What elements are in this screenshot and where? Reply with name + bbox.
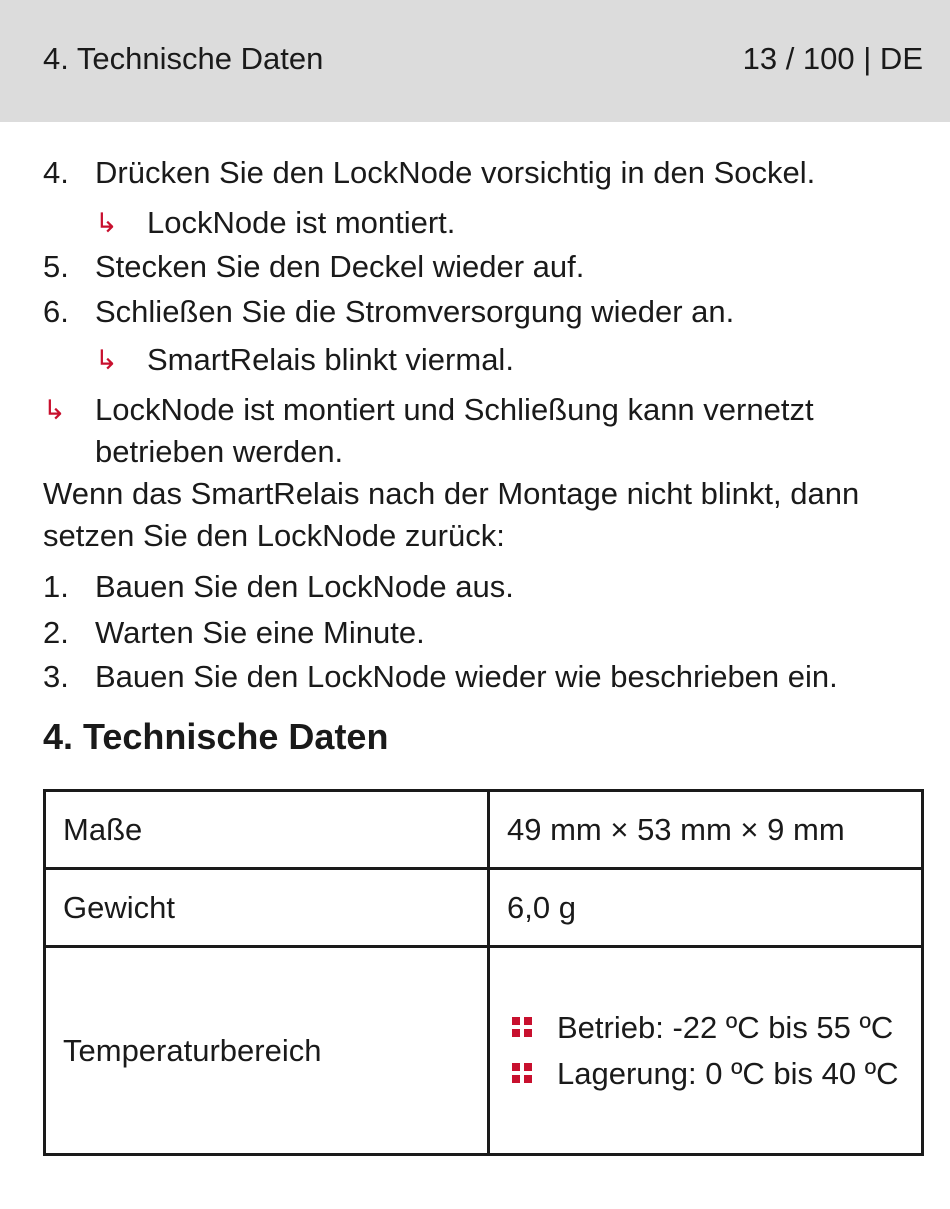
step-text: Schließen Sie die Stromversorgung wieder an. bbox=[95, 294, 735, 329]
table-row bbox=[45, 947, 923, 1155]
result-arrow-icon: ↳ bbox=[95, 208, 118, 238]
step-number: 2. bbox=[43, 615, 69, 650]
step-text: Bauen Sie den LockNode wieder wie beschrieben ein. bbox=[95, 659, 838, 694]
page-header bbox=[0, 0, 950, 122]
step-number: 5. bbox=[43, 249, 69, 284]
table-row bbox=[45, 791, 923, 869]
result-text: LockNode ist montiert. bbox=[147, 205, 456, 240]
step-text: Bauen Sie den LockNode aus. bbox=[95, 569, 514, 604]
step-number: 6. bbox=[43, 294, 69, 329]
spec-table bbox=[43, 789, 924, 1156]
result-text: SmartRelais blinkt viermal. bbox=[147, 342, 514, 377]
step-text: Stecken Sie den Deckel wieder auf. bbox=[95, 249, 585, 284]
bullet-item bbox=[507, 1008, 904, 1048]
table-row bbox=[45, 869, 923, 947]
step-number: 4. bbox=[43, 155, 69, 190]
header-title: 4. Technische Daten bbox=[43, 41, 324, 76]
spec-value: 6,0 g bbox=[489, 869, 923, 947]
bullet-text: Lagerung: 0 ºC bis 40 ºC bbox=[557, 1055, 899, 1091]
reset-intro: Wenn das SmartRelais nach der Montage nicht blinkt, dann setzen Sie den LockNode zurück: bbox=[43, 476, 860, 553]
spec-value: 49 mm × 53 mm × 9 mm bbox=[489, 791, 923, 869]
page-number: 13 / 100 | DE bbox=[742, 41, 923, 76]
spec-label: Gewicht bbox=[45, 869, 489, 947]
step-text: Warten Sie eine Minute. bbox=[95, 615, 425, 650]
spec-label: Temperaturbereich bbox=[45, 947, 489, 1155]
result-arrow-icon: ↳ bbox=[43, 395, 66, 425]
step-number: 1. bbox=[43, 569, 69, 604]
result-arrow-icon: ↳ bbox=[95, 345, 118, 375]
step-number: 3. bbox=[43, 659, 69, 694]
spec-label: Maße bbox=[45, 791, 489, 869]
bullet-icon bbox=[512, 1017, 532, 1037]
bullet-icon bbox=[512, 1063, 532, 1083]
spec-value-list bbox=[489, 947, 923, 1155]
bullet-item bbox=[507, 1054, 904, 1094]
section-title: 4. Technische Daten bbox=[43, 716, 389, 757]
final-result-text: LockNode ist montiert und Schließung kann vernetzt betrieben werden. bbox=[95, 392, 814, 469]
bullet-text: Betrieb: -22 ºC bis 55 ºC bbox=[557, 1009, 894, 1045]
step-text: Drücken Sie den LockNode vorsichtig in den Sockel. bbox=[95, 155, 816, 190]
